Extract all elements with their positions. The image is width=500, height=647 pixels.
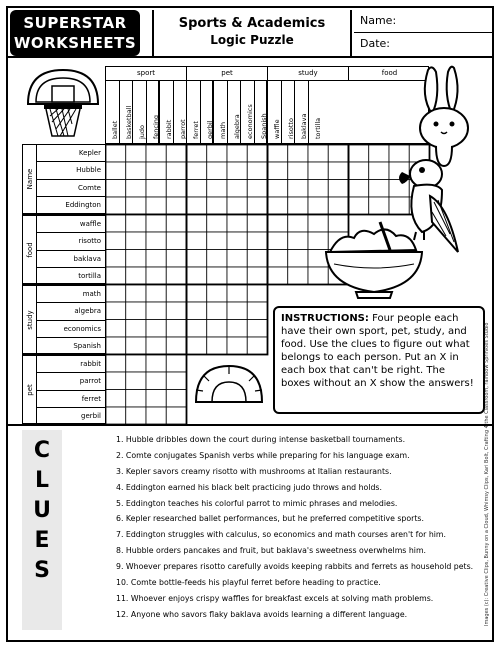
grid-cell[interactable] xyxy=(247,320,267,338)
side-category-name: Name xyxy=(25,168,34,190)
grid-cell[interactable] xyxy=(268,232,288,250)
top-item: Spanish xyxy=(255,81,269,143)
clue-item: 11. Whoever enjoys crispy waffles for breakfast excels at solving math problems. xyxy=(116,593,434,603)
grid-cell[interactable] xyxy=(106,390,126,408)
clues-letter: U xyxy=(33,498,51,523)
grid-cell[interactable] xyxy=(247,285,267,303)
grid-cell[interactable] xyxy=(106,162,126,180)
top-item: waffle xyxy=(268,81,282,143)
image-credits: Images (c): Creative Clips, Bunny on a Cloud, Whimsy Clips, Kari Bolt, Crafting 4 the Classroom, rainbow Sprinkles Studio xyxy=(484,322,490,626)
top-item: economics xyxy=(241,81,255,143)
side-item: baklava xyxy=(37,251,105,268)
side-group-study xyxy=(22,284,105,354)
grid-cell[interactable] xyxy=(126,320,146,338)
grid-cell[interactable] xyxy=(268,180,288,198)
date-field[interactable]: Date: xyxy=(360,37,390,50)
grid-cell[interactable] xyxy=(106,215,126,233)
grid-cell[interactable] xyxy=(146,355,166,373)
clue-list xyxy=(116,432,486,623)
side-item: ferret xyxy=(37,391,105,408)
grid-cell[interactable] xyxy=(227,232,247,250)
grid-cell[interactable] xyxy=(146,302,166,320)
grid-cell[interactable] xyxy=(106,285,126,303)
grid-cell[interactable] xyxy=(247,197,267,215)
grid-cell[interactable] xyxy=(227,145,247,163)
top-item: judo xyxy=(133,81,147,143)
side-item: rabbit xyxy=(37,356,105,373)
grid-cell[interactable] xyxy=(106,267,126,285)
clue-item: 5. Eddington teaches his colorful parrot to mimic phrases and melodies. xyxy=(116,498,398,508)
header-divider xyxy=(6,56,494,58)
grid-cell[interactable] xyxy=(268,215,288,233)
clue-item: 12. Anyone who savors flaky baklava avoids learning a different language. xyxy=(116,609,408,619)
side-item: gerbil xyxy=(81,412,101,421)
top-item: basketball xyxy=(120,81,134,143)
grid-cell[interactable] xyxy=(187,232,207,250)
grid-cell[interactable] xyxy=(247,232,267,250)
clues-label xyxy=(22,430,62,630)
grid-cell[interactable] xyxy=(126,390,146,408)
grid-cell[interactable] xyxy=(106,145,126,163)
page-title: Sports & Academics xyxy=(178,16,326,31)
grid-cell[interactable] xyxy=(126,407,146,425)
grid-cell[interactable] xyxy=(187,197,207,215)
grid-cell[interactable] xyxy=(187,215,207,233)
name-date-box xyxy=(354,10,492,56)
grid-cell[interactable] xyxy=(308,197,328,215)
grid-cell[interactable] xyxy=(288,250,308,268)
grid-cell[interactable] xyxy=(106,320,126,338)
grid-cell[interactable] xyxy=(106,337,126,355)
grid-cell[interactable] xyxy=(146,162,166,180)
grid-cell[interactable] xyxy=(166,197,186,215)
top-item: ballet xyxy=(106,81,120,143)
grid-cell[interactable] xyxy=(247,162,267,180)
grid-cell[interactable] xyxy=(288,215,308,233)
grid-cell[interactable] xyxy=(227,337,247,355)
grid-cell[interactable] xyxy=(207,267,227,285)
instructions-body: Four people each have their own sport, pet, study, and food. Use the clues to figure out what belongs to each person. Put an X in each box that can't be right. The boxes without an X show the answers! xyxy=(281,313,474,389)
grid-cell[interactable] xyxy=(247,180,267,198)
grid-cell[interactable] xyxy=(308,145,328,163)
grid-cell[interactable] xyxy=(349,180,369,198)
grid-cell[interactable] xyxy=(288,180,308,198)
side-item: Spanish xyxy=(73,342,101,351)
grid-cell[interactable] xyxy=(166,267,186,285)
grid-cell[interactable] xyxy=(268,250,288,268)
grid-cell[interactable] xyxy=(187,320,207,338)
page-subtitle: Logic Puzzle xyxy=(210,33,294,47)
grid-cell[interactable] xyxy=(166,355,186,373)
grid-cell[interactable] xyxy=(146,232,166,250)
grid-cell[interactable] xyxy=(207,250,227,268)
top-item: math xyxy=(214,81,228,143)
basketball-hoop-icon xyxy=(22,64,104,142)
grid-cell[interactable] xyxy=(207,302,227,320)
grid-cell[interactable] xyxy=(187,180,207,198)
grid-cell[interactable] xyxy=(166,337,186,355)
grid-cell[interactable] xyxy=(268,145,288,163)
clues-letter: E xyxy=(34,528,50,553)
grid-cell[interactable] xyxy=(227,285,247,303)
grid-cell[interactable] xyxy=(166,285,186,303)
grid-cell[interactable] xyxy=(328,197,348,215)
grid-cell[interactable] xyxy=(106,372,126,390)
side-group-food xyxy=(22,214,105,284)
grid-cell[interactable] xyxy=(106,232,126,250)
top-item: risotto xyxy=(282,81,296,143)
grid-cell[interactable] xyxy=(166,407,186,425)
grid-cell[interactable] xyxy=(106,197,126,215)
title-box xyxy=(152,10,352,56)
grid-cell[interactable] xyxy=(106,302,126,320)
grid-cell[interactable] xyxy=(207,232,227,250)
grid-cell[interactable] xyxy=(328,180,348,198)
grid-cell[interactable] xyxy=(146,320,166,338)
side-item: Comte xyxy=(37,180,105,197)
protractor-icon xyxy=(192,362,266,406)
grid-cell[interactable] xyxy=(126,215,146,233)
grid-cell[interactable] xyxy=(166,162,186,180)
brand-logo xyxy=(10,10,140,56)
grid-cell[interactable] xyxy=(369,197,389,215)
clue-item: 9. Whoever prepares risotto carefully avoids keeping rabbits and ferrets as household pets. xyxy=(116,562,474,572)
top-category-row xyxy=(106,67,430,81)
grid-cell[interactable] xyxy=(106,407,126,425)
grid-cell[interactable] xyxy=(126,372,146,390)
grid-cell[interactable] xyxy=(146,407,166,425)
grid-cell[interactable] xyxy=(106,180,126,198)
grid-cell[interactable] xyxy=(207,197,227,215)
top-item: baklava xyxy=(295,81,309,143)
name-field[interactable]: Name: xyxy=(354,10,492,33)
grid-cell[interactable] xyxy=(227,302,247,320)
side-item: Hubble xyxy=(37,162,105,179)
side-category-food: food xyxy=(25,241,34,258)
grid-cell[interactable] xyxy=(227,180,247,198)
grid-cell[interactable] xyxy=(227,215,247,233)
clues-letter: S xyxy=(34,558,50,583)
grid-cell[interactable] xyxy=(288,145,308,163)
grid-cell[interactable] xyxy=(126,355,146,373)
grid-cell[interactable] xyxy=(268,267,288,285)
grid-cell[interactable] xyxy=(227,162,247,180)
side-item: Kepler xyxy=(37,145,105,162)
grid-cell[interactable] xyxy=(227,320,247,338)
grid-cell[interactable] xyxy=(349,197,369,215)
grid-cell[interactable] xyxy=(369,180,389,198)
grid-cell[interactable] xyxy=(146,250,166,268)
clues-letter: L xyxy=(34,468,50,493)
grid-cell[interactable] xyxy=(227,250,247,268)
grid-cell[interactable] xyxy=(288,197,308,215)
grid-cell[interactable] xyxy=(308,162,328,180)
top-item: rabbit xyxy=(160,81,174,143)
grid-cell[interactable] xyxy=(328,145,348,163)
grid-cell[interactable] xyxy=(247,267,267,285)
grid-cell[interactable] xyxy=(146,145,166,163)
clues-divider xyxy=(6,424,494,426)
grid-cell[interactable] xyxy=(247,215,267,233)
top-item: algebra xyxy=(228,81,242,143)
side-item: waffle xyxy=(37,216,105,233)
grid-cell[interactable] xyxy=(369,162,389,180)
side-group-name xyxy=(22,144,105,214)
grid-cell[interactable] xyxy=(106,250,126,268)
instructions-heading: INSTRUCTIONS: xyxy=(281,313,369,324)
grid-cell[interactable] xyxy=(247,250,267,268)
grid-cell[interactable] xyxy=(207,180,227,198)
grid-cell[interactable] xyxy=(126,267,146,285)
grid-cell[interactable] xyxy=(308,180,328,198)
grid-cell[interactable] xyxy=(126,232,146,250)
grid-cell[interactable] xyxy=(146,215,166,233)
grid-cell[interactable] xyxy=(126,197,146,215)
side-item: Eddington xyxy=(65,201,101,210)
grid-cell[interactable] xyxy=(146,390,166,408)
grid-cell[interactable] xyxy=(166,372,186,390)
side-item: risotto xyxy=(37,233,105,250)
grid-side-header xyxy=(22,144,105,424)
grid-cell[interactable] xyxy=(288,162,308,180)
grid-cell[interactable] xyxy=(146,180,166,198)
top-category-food: food xyxy=(381,69,398,77)
clue-item: 3. Kepler savors creamy risotto with mushrooms at Italian restaurants. xyxy=(116,466,392,476)
grid-cell[interactable] xyxy=(207,215,227,233)
food-bowl-icon xyxy=(320,220,428,300)
top-item: ferret xyxy=(187,81,201,143)
grid-cell[interactable] xyxy=(187,162,207,180)
grid-cell[interactable] xyxy=(126,145,146,163)
side-item: math xyxy=(37,286,105,303)
top-item: tortilla xyxy=(313,117,322,139)
grid-cell[interactable] xyxy=(187,267,207,285)
clue-item: 8. Hubble orders pancakes and fruit, but baklava's sweetness overwhelms him. xyxy=(116,546,427,556)
grid-cell[interactable] xyxy=(146,285,166,303)
grid-cell[interactable] xyxy=(247,302,267,320)
grid-cell[interactable] xyxy=(288,267,308,285)
logo-line-1: SUPERSTAR xyxy=(23,14,127,32)
grid-cell[interactable] xyxy=(328,162,348,180)
grid-cell[interactable] xyxy=(126,302,146,320)
grid-cell[interactable] xyxy=(288,232,308,250)
grid-cell[interactable] xyxy=(227,197,247,215)
grid-cell[interactable] xyxy=(166,180,186,198)
grid-cell[interactable] xyxy=(268,162,288,180)
side-item: tortilla xyxy=(78,272,101,281)
grid-cell[interactable] xyxy=(207,162,227,180)
grid-cell[interactable] xyxy=(247,337,267,355)
grid-cell[interactable] xyxy=(126,162,146,180)
grid-cell[interactable] xyxy=(187,145,207,163)
clue-item: 10. Comte bottle-feeds his playful ferret before heading to practice. xyxy=(116,578,381,588)
grid-cell[interactable] xyxy=(146,197,166,215)
clue-item: 4. Eddington earned his black belt practicing judo throws and holds. xyxy=(116,482,382,492)
top-item: parrot xyxy=(174,81,188,143)
grid-cell[interactable] xyxy=(126,337,146,355)
side-group-pet xyxy=(22,354,105,424)
grid-cell[interactable] xyxy=(187,285,207,303)
grid-cell[interactable] xyxy=(166,145,186,163)
grid-cell[interactable] xyxy=(207,337,227,355)
grid-cell[interactable] xyxy=(146,337,166,355)
grid-cell[interactable] xyxy=(187,250,207,268)
side-category-pet: pet xyxy=(25,383,34,396)
grid-cell[interactable] xyxy=(207,320,227,338)
top-item-row xyxy=(106,81,430,143)
side-category-study: study xyxy=(25,309,34,330)
grid-cell[interactable] xyxy=(126,180,146,198)
grid-cell[interactable] xyxy=(126,250,146,268)
grid-cell[interactable] xyxy=(207,285,227,303)
grid-cell[interactable] xyxy=(227,267,247,285)
grid-cell[interactable] xyxy=(207,145,227,163)
grid-cell[interactable] xyxy=(146,372,166,390)
grid-cell[interactable] xyxy=(166,390,186,408)
grid-cell[interactable] xyxy=(187,337,207,355)
grid-cell[interactable] xyxy=(187,302,207,320)
clue-item: 7. Eddington struggles with calculus, so economics and math courses aren't for him. xyxy=(116,530,446,540)
grid-top-header xyxy=(105,66,429,144)
side-item: economics xyxy=(37,321,105,338)
grid-cell[interactable] xyxy=(166,320,186,338)
side-item: algebra xyxy=(37,303,105,320)
top-category-sport: sport xyxy=(106,67,187,80)
instructions-box xyxy=(273,306,485,414)
top-category-study: study xyxy=(268,67,349,80)
grid-cell[interactable] xyxy=(166,302,186,320)
grid-cell[interactable] xyxy=(166,232,186,250)
clue-item: 2. Comte conjugates Spanish verbs while preparing for his language exam. xyxy=(116,450,410,460)
grid-cell[interactable] xyxy=(106,355,126,373)
grid-cell[interactable] xyxy=(166,215,186,233)
grid-cell[interactable] xyxy=(349,145,369,163)
grid-cell[interactable] xyxy=(166,250,186,268)
top-item: gerbil xyxy=(201,81,215,143)
logo-line-2: WORKSHEETS xyxy=(13,34,137,52)
clues-letter: C xyxy=(33,438,51,463)
clue-item: 1. Hubble dribbles down the court during intense basketball tournaments. xyxy=(116,435,406,444)
clue-item: 6. Kepler researched ballet performances, but he preferred competitive sports. xyxy=(116,514,424,524)
grid-cell[interactable] xyxy=(126,285,146,303)
grid-cell[interactable] xyxy=(247,145,267,163)
grid-cell[interactable] xyxy=(146,267,166,285)
grid-cell[interactable] xyxy=(268,197,288,215)
side-item: parrot xyxy=(37,373,105,390)
grid-cell[interactable] xyxy=(349,162,369,180)
top-category-pet: pet xyxy=(187,67,268,80)
grid-cell[interactable] xyxy=(369,145,389,163)
top-item: fencing xyxy=(147,81,161,143)
